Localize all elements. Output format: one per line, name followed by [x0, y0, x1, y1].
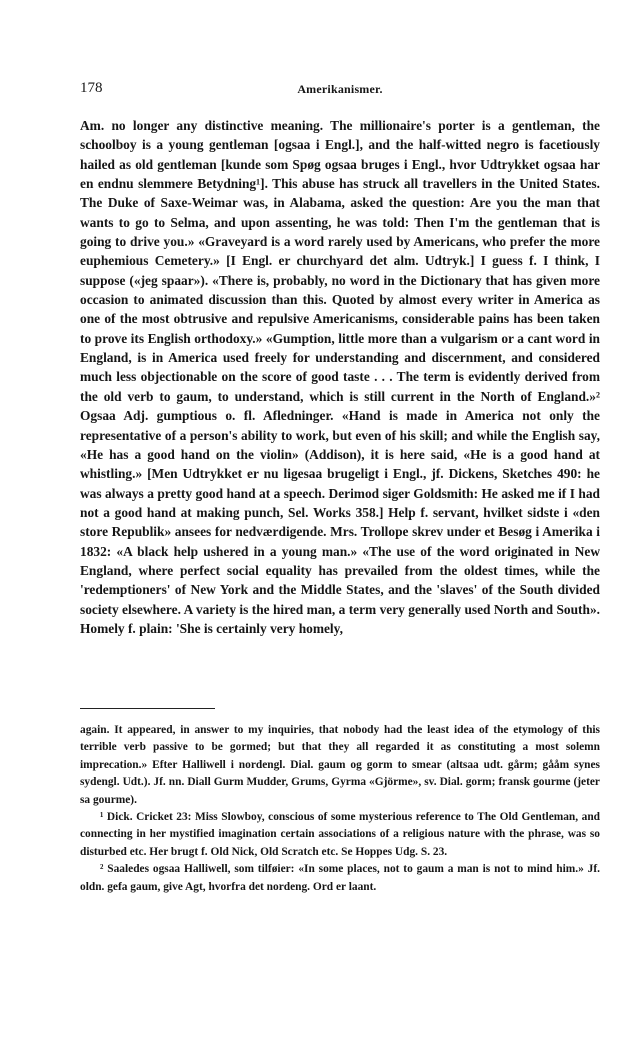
page-header: [80, 80, 600, 100]
running-head: Amerikanismer.: [297, 82, 383, 96]
footnote-2: ² Saaledes ogsaa Halliwell, som tilføier: «In some places, not to gaum a man is not to mind him.» Jf. oldn. gefa gaum, give Agt, hvorfra det nordeng. Ord er laant.: [80, 863, 600, 893]
main-text: [80, 116, 600, 638]
footnote-1: ¹ Dick. Cricket 23: Miss Slowboy, conscious of some mysterious reference to The Old Gentleman, and connecting in her mystified imagination certain associations of a religious nature with the phrase, was so disturbed etc. Her brugt f. Old Nick, Old Scratch etc. Se Hoppes Udg. S. 23.: [80, 811, 600, 858]
footnote-continued: again. It appeared, in answer to my inquiries, that nobody had the least idea of the etymology of this terrible verb passive to be gormed; but that they all regarded it as constituting a most solemn imprecation.» Efter Halliwell i nordengl. Dial. gaum og gorm to smear (altsaa udt. gårm; gååm synes sydengl. Udt.). Jf. nn. Diall Gurm Mudder, Grums, Gyrma «Gjörme», sv. Dial. gorm; fransk gourme (jeter sa gourme).: [80, 724, 600, 806]
footnotes: [80, 722, 600, 896]
page-number: 178: [80, 80, 103, 96]
main-paragraph: Am. no longer any distinctive meaning. The millionaire's porter is a gentleman, the schoolboy is a young gentleman [ogsaa i Engl.], and the half-witted negro is facetiously hailed as old gentleman [kunde som Spøg ogsaa bruges i Engl., hvor Udtrykket ogsaa har en endnu slemmere Betydning¹]. This abuse has struck all travellers in the United States. The Duke of Saxe-Weimar was, in Alabama, asked the question: Are you the man that wants to go to Selma, and upon assenting, he was told: Then I'm the gentleman that is going to drive you.» «Graveyard is a word rarely used by Americans, who prefer the more euphemious Cemetery.» [I Engl. er churchyard det alm. Udtryk.] I guess f. I think, I suppose («jeg spaar»). «There is, probably, no word in the Dictionary that has given more occasion to animated discussion than this. Quoted by almost every writer in America as one of the most obtrusive and repulsive Americanisms, considerable pains has been taken to prove its English orthodoxy.» «Gumption, little more than a vulgarism or a cant word in England, is in America used freely for understanding and discernment, and considered much less objectionable on the score of good taste . . . The term is evidently derived from the old verb to gaum, to understand, which is still current in the North of England.»² Ogsaa Adj. gumptious o. fl. Afledninger. «Hand is made in America not only the representative of a person's ability to work, but even of his skill; and while the English say, «He has a good hand on the violin» (Addison), it is here said, «He is a good hand at whistling.» [Men Udtrykket er nu ligesaa brugeligt i Engl., jf. Dickens, Sketches 490: he was always a pretty good hand at a speech. Derimod siger Goldsmith: He asked me if I had not a good hand at making punch, Sel. Works 358.] Help f. servant, hvilket sidste i «den store Republik» ansees for nedværdigende. Mrs. Trollope skrev under et Besøg i Amerika i 1832: «A black help ushered in a young man.» «The use of the word originated in New England, where perfect social equality has prevailed from the oldest times, while the 'redemptioners' of New York and the Middle States, and the 'slaves' of the South divided society elsewhere. A variety is the hired man, a term very generally used North and South». Homely f. plain: 'She is certainly very homely,: [80, 118, 600, 636]
footnote-divider: [80, 708, 215, 709]
